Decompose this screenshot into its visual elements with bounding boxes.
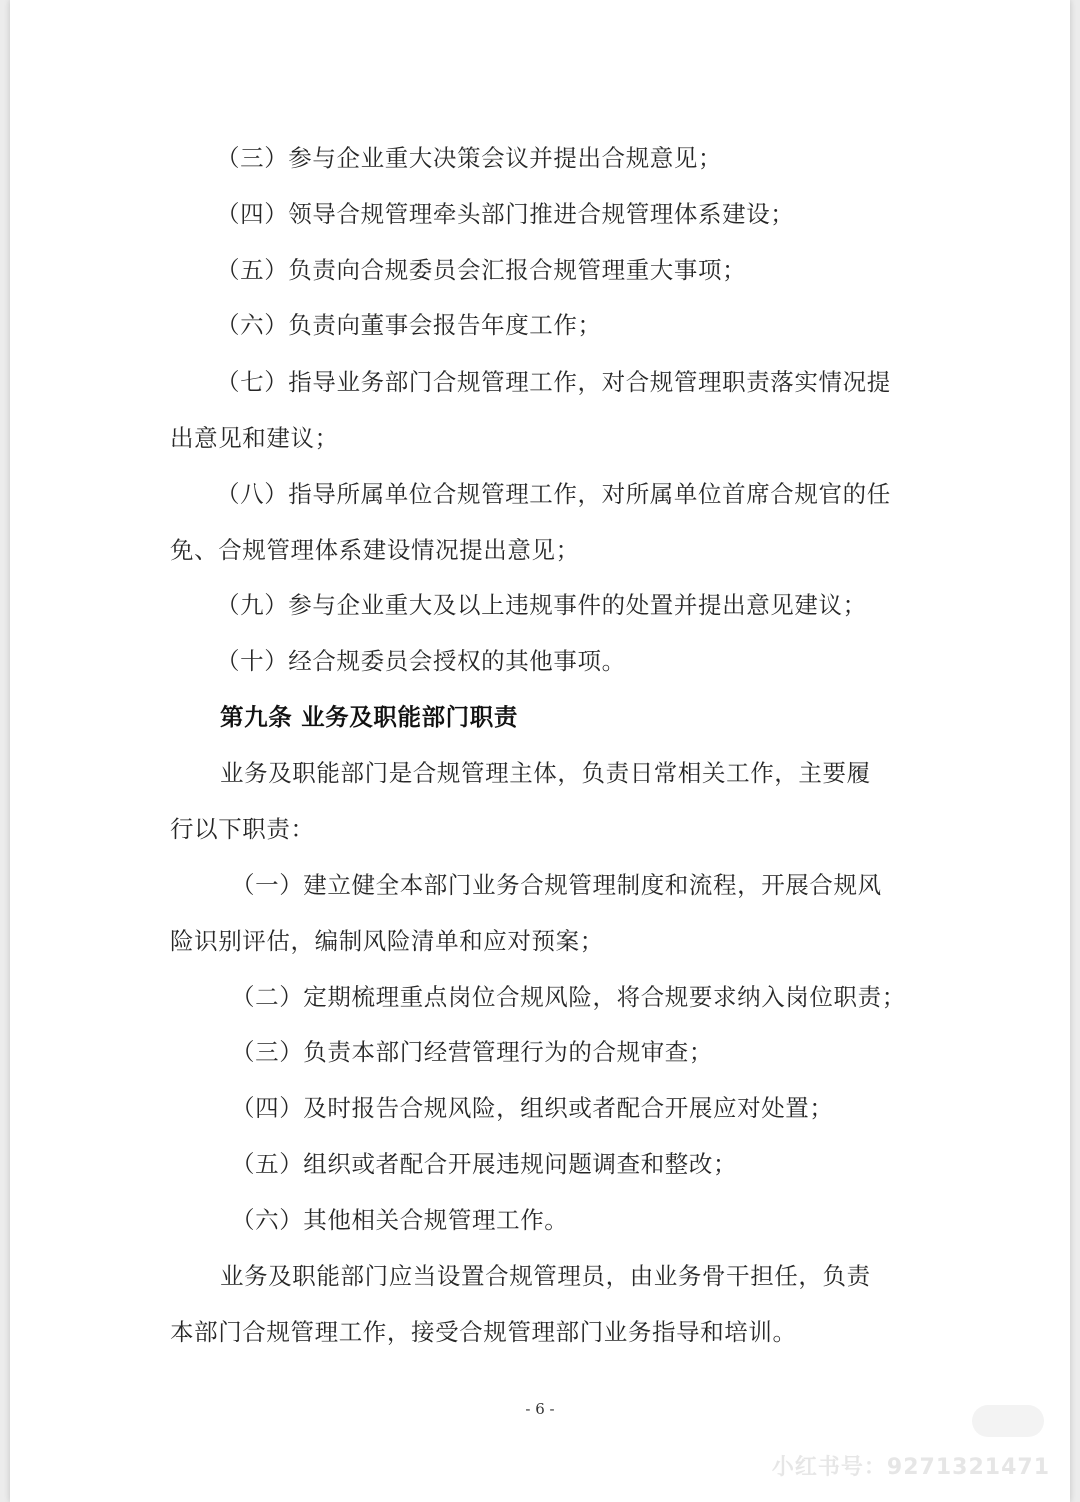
- list-item: （二）定期梳理重点岗位合规风险，将合规要求纳入岗位职责；: [231, 983, 906, 1011]
- list-item: （五）负责向合规委员会汇报合规管理重大事项；: [216, 256, 747, 284]
- list-item: （三）负责本部门经营管理行为的合规审查；: [231, 1038, 713, 1066]
- paragraph-continuation: 本部门合规管理工作，接受合规管理部门业务指导和培训。: [170, 1318, 797, 1346]
- paragraph-continuation: 行以下职责：: [170, 815, 315, 843]
- list-item-continuation: 出意见和建议；: [170, 424, 339, 452]
- article-heading: 第九条 业务及职能部门职责: [220, 703, 518, 731]
- list-item-continuation: 免、合规管理体系建设情况提出意见；: [170, 536, 580, 564]
- list-item: （五）组织或者配合开展违规问题调查和整改；: [231, 1150, 738, 1178]
- page-number: - 6 -: [525, 1400, 555, 1418]
- list-item: （十）经合规委员会授权的其他事项。: [216, 647, 626, 675]
- list-item: （三）参与企业重大决策会议并提出合规意见；: [216, 144, 723, 172]
- list-item: （四）及时报告合规风险，组织或者配合开展应对处置；: [231, 1094, 834, 1122]
- paragraph: 业务及职能部门是合规管理主体，负责日常相关工作，主要履: [220, 759, 871, 787]
- list-item: （六）负责向董事会报告年度工作；: [216, 311, 602, 339]
- list-item-continuation: 险识别评估，编制风险清单和应对预案；: [170, 927, 604, 955]
- watermark: 小红书号：9271321471: [771, 1455, 1050, 1480]
- list-item: （六）其他相关合规管理工作。: [231, 1206, 569, 1234]
- watermark-logo-icon: [972, 1405, 1044, 1437]
- list-item: （九）参与企业重大及以上违规事件的处置并提出意见建议；: [216, 591, 867, 619]
- list-item: （四）领导合规管理牵头部门推进合规管理体系建设；: [216, 200, 795, 228]
- paragraph: 业务及职能部门应当设置合规管理员，由业务骨干担任，负责: [220, 1262, 871, 1290]
- list-item: （八）指导所属单位合规管理工作，对所属单位首席合规官的任: [216, 480, 891, 508]
- list-item: （七）指导业务部门合规管理工作，对合规管理职责落实情况提: [216, 368, 891, 396]
- list-item: （一）建立健全本部门业务合规管理制度和流程，开展合规风: [231, 871, 882, 899]
